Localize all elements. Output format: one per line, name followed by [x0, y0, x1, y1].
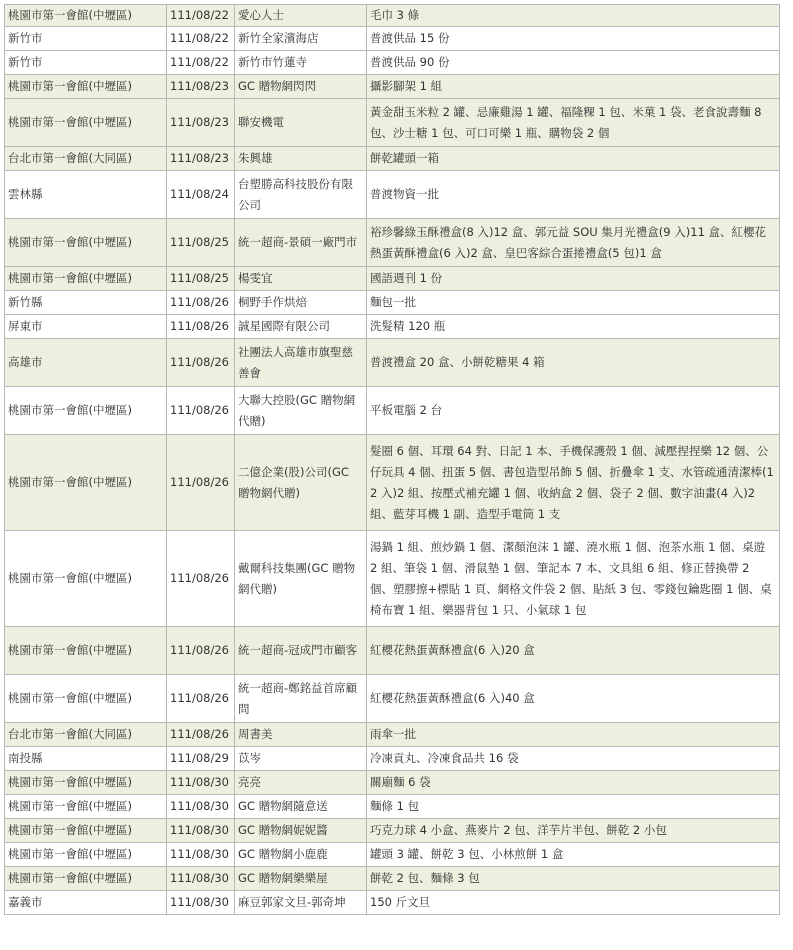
items-cell: 國語週刊 1 份 — [367, 267, 780, 291]
donor-cell: 統一超商-冠成門市顧客 — [235, 627, 367, 675]
items-cell: 裕珍馨綠玉酥禮盒(8 入)12 盒、郭元益 SOU 集月光禮盒(9 入)11 盒、紅櫻花熱蛋黃酥禮盒(6 入)2 盒、皇巴客綜合蛋捲禮盒(5 包)1 盒 — [367, 219, 780, 267]
location-cell: 桃園市第一會館(中壢區) — [5, 627, 167, 675]
donor-cell: 統一超商-景碩一廠門市 — [235, 219, 367, 267]
items-cell: 雨傘一批 — [367, 723, 780, 747]
donor-cell: 大聯大控股(GC 贈物網代贈) — [235, 387, 367, 435]
date-cell: 111/08/26 — [167, 531, 235, 627]
donor-cell: 亮亮 — [235, 771, 367, 795]
items-cell: 普渡物資一批 — [367, 171, 780, 219]
date-cell: 111/08/25 — [167, 219, 235, 267]
date-cell: 111/08/23 — [167, 75, 235, 99]
location-cell: 桃園市第一會館(中壢區) — [5, 531, 167, 627]
items-cell: 普渡供品 90 份 — [367, 51, 780, 75]
items-cell: 黃金甜玉米粒 2 罐、忌廉雞湯 1 罐、福隆粿 1 包、米菓 1 袋、老食說壽麵 8 包、沙士糖 1 包、可口可樂 1 瓶、購物袋 2 個 — [367, 99, 780, 147]
location-cell: 桃園市第一會館(中壢區) — [5, 867, 167, 891]
donor-cell: 新竹市竹蓮寺 — [235, 51, 367, 75]
location-cell: 桃園市第一會館(中壢區) — [5, 267, 167, 291]
donor-cell: 聯安機電 — [235, 99, 367, 147]
location-cell: 新竹市 — [5, 51, 167, 75]
date-cell: 111/08/26 — [167, 315, 235, 339]
donor-cell: 桐野手作烘焙 — [235, 291, 367, 315]
location-cell: 新竹市 — [5, 27, 167, 51]
table-row — [5, 867, 780, 891]
table-row — [5, 771, 780, 795]
table-row — [5, 5, 780, 27]
table-row — [5, 339, 780, 387]
donor-cell: 愛心人士 — [235, 5, 367, 27]
donor-cell: 楊雯宜 — [235, 267, 367, 291]
donor-cell: 新竹全家濱海店 — [235, 27, 367, 51]
table-row — [5, 891, 780, 915]
items-cell: 平板電腦 2 台 — [367, 387, 780, 435]
location-cell: 桃園市第一會館(中壢區) — [5, 819, 167, 843]
donor-cell: 朱興雄 — [235, 147, 367, 171]
items-cell: 麵條 1 包 — [367, 795, 780, 819]
date-cell: 111/08/26 — [167, 339, 235, 387]
table-row — [5, 531, 780, 627]
location-cell: 桃園市第一會館(中壢區) — [5, 5, 167, 27]
items-cell: 餅乾罐頭一箱 — [367, 147, 780, 171]
items-cell: 攝影腳架 1 組 — [367, 75, 780, 99]
table-row — [5, 387, 780, 435]
location-cell: 桃園市第一會館(中壢區) — [5, 99, 167, 147]
date-cell: 111/08/22 — [167, 51, 235, 75]
date-cell: 111/08/30 — [167, 795, 235, 819]
table-row — [5, 843, 780, 867]
date-cell: 111/08/24 — [167, 171, 235, 219]
table-row — [5, 75, 780, 99]
location-cell: 南投縣 — [5, 747, 167, 771]
items-cell: 紅櫻花熱蛋黃酥禮盒(6 入)40 盒 — [367, 675, 780, 723]
donor-cell: 周書美 — [235, 723, 367, 747]
donor-cell: 統一超商-鄭銘益首席顧問 — [235, 675, 367, 723]
table-row — [5, 219, 780, 267]
date-cell: 111/08/26 — [167, 627, 235, 675]
date-cell: 111/08/26 — [167, 723, 235, 747]
location-cell: 桃園市第一會館(中壢區) — [5, 771, 167, 795]
date-cell: 111/08/25 — [167, 267, 235, 291]
table-row — [5, 723, 780, 747]
items-cell: 關廟麵 6 袋 — [367, 771, 780, 795]
date-cell: 111/08/22 — [167, 27, 235, 51]
location-cell: 雲林縣 — [5, 171, 167, 219]
date-cell: 111/08/26 — [167, 291, 235, 315]
items-cell: 普渡供品 15 份 — [367, 27, 780, 51]
items-cell: 湯鍋 1 組、煎炒鍋 1 個、潔顏泡沫 1 罐、澆水瓶 1 個、泡茶水瓶 1 個、桌遊 2 組、筆袋 1 個、滑鼠墊 1 個、筆記本 7 本、文具組 6 組、修正替換帶 2 個、塑膠擦+標貼 1 頁、網格文件袋 2 個、貼紙 3 包、零錢包鑰匙圈 1 個、桌椅布寶 1 組、樂器背包 1 只、小氣球 1 包 — [367, 531, 780, 627]
table-row — [5, 315, 780, 339]
location-cell: 桃園市第一會館(中壢區) — [5, 795, 167, 819]
location-cell: 桃園市第一會館(中壢區) — [5, 75, 167, 99]
items-cell: 紅櫻花熱蛋黃酥禮盒(6 入)20 盒 — [367, 627, 780, 675]
date-cell: 111/08/29 — [167, 747, 235, 771]
table-row — [5, 99, 780, 147]
date-cell: 111/08/30 — [167, 843, 235, 867]
date-cell: 111/08/30 — [167, 819, 235, 843]
donor-cell: 台塑勝高科技股份有限公司 — [235, 171, 367, 219]
location-cell: 高雄市 — [5, 339, 167, 387]
table-row — [5, 747, 780, 771]
table-row — [5, 795, 780, 819]
table-row — [5, 147, 780, 171]
table-row — [5, 627, 780, 675]
table-row — [5, 435, 780, 531]
location-cell: 屏東市 — [5, 315, 167, 339]
location-cell: 台北市第一會館(大同區) — [5, 147, 167, 171]
table-row — [5, 291, 780, 315]
date-cell: 111/08/23 — [167, 99, 235, 147]
donor-cell: 麻豆郭家文旦-郭奇坤 — [235, 891, 367, 915]
location-cell: 台北市第一會館(大同區) — [5, 723, 167, 747]
items-cell: 髮圈 6 個、耳環 64 對、日記 1 本、手機保護殼 1 個、減壓捏捏樂 12 個、公仔玩具 4 個、扭蛋 5 個、書包造型吊飾 5 個、折疊傘 1 支、水管疏通清潔棒(12 入)2 組、按壓式補充罐 1 個、收納盒 2 個、袋子 2 個、數字油畫(4 入)2 組、藍芽耳機 1 副、造型手電筒 1 支 — [367, 435, 780, 531]
date-cell: 111/08/26 — [167, 675, 235, 723]
items-cell: 毛巾 3 條 — [367, 5, 780, 27]
items-cell: 巧克力球 4 小盒、燕麥片 2 包、洋芋片半包、餅乾 2 小包 — [367, 819, 780, 843]
location-cell: 桃園市第一會館(中壢區) — [5, 843, 167, 867]
donor-cell: 苡岑 — [235, 747, 367, 771]
date-cell: 111/08/23 — [167, 147, 235, 171]
donation-table — [4, 4, 780, 915]
date-cell: 111/08/26 — [167, 387, 235, 435]
location-cell: 新竹縣 — [5, 291, 167, 315]
items-cell: 麵包一批 — [367, 291, 780, 315]
table-row — [5, 171, 780, 219]
table-row — [5, 267, 780, 291]
donor-cell: GC 贈物網妮妮醬 — [235, 819, 367, 843]
table-row — [5, 51, 780, 75]
donor-cell: GC 贈物網隨意送 — [235, 795, 367, 819]
donor-cell: GC 贈物網小鹿鹿 — [235, 843, 367, 867]
donation-table-body — [5, 5, 780, 915]
donor-cell: 戴爾科技集團(GC 贈物網代贈) — [235, 531, 367, 627]
items-cell: 普渡禮盒 20 盒、小餅乾糖果 4 箱 — [367, 339, 780, 387]
location-cell: 桃園市第一會館(中壢區) — [5, 387, 167, 435]
date-cell: 111/08/30 — [167, 867, 235, 891]
items-cell: 罐頭 3 罐、餅乾 3 包、小林煎餅 1 盒 — [367, 843, 780, 867]
location-cell: 桃園市第一會館(中壢區) — [5, 219, 167, 267]
location-cell: 桃園市第一會館(中壢區) — [5, 435, 167, 531]
donor-cell: 社團法人高雄市旗聖慈善會 — [235, 339, 367, 387]
date-cell: 111/08/22 — [167, 5, 235, 27]
donor-cell: GC 贈物網樂樂屋 — [235, 867, 367, 891]
table-row — [5, 27, 780, 51]
table-row — [5, 819, 780, 843]
date-cell: 111/08/30 — [167, 771, 235, 795]
location-cell: 桃園市第一會館(中壢區) — [5, 675, 167, 723]
items-cell: 冷凍貢丸、冷凍食品共 16 袋 — [367, 747, 780, 771]
donor-cell: GC 贈物網閃閃 — [235, 75, 367, 99]
table-row — [5, 675, 780, 723]
date-cell: 111/08/30 — [167, 891, 235, 915]
date-cell: 111/08/26 — [167, 435, 235, 531]
donor-cell: 誠星國際有限公司 — [235, 315, 367, 339]
items-cell: 餅乾 2 包、麵條 3 包 — [367, 867, 780, 891]
items-cell: 洗髮精 120 瓶 — [367, 315, 780, 339]
location-cell: 嘉義市 — [5, 891, 167, 915]
items-cell: 150 斤文旦 — [367, 891, 780, 915]
donor-cell: 二億企業(股)公司(GC 贈物網代贈) — [235, 435, 367, 531]
